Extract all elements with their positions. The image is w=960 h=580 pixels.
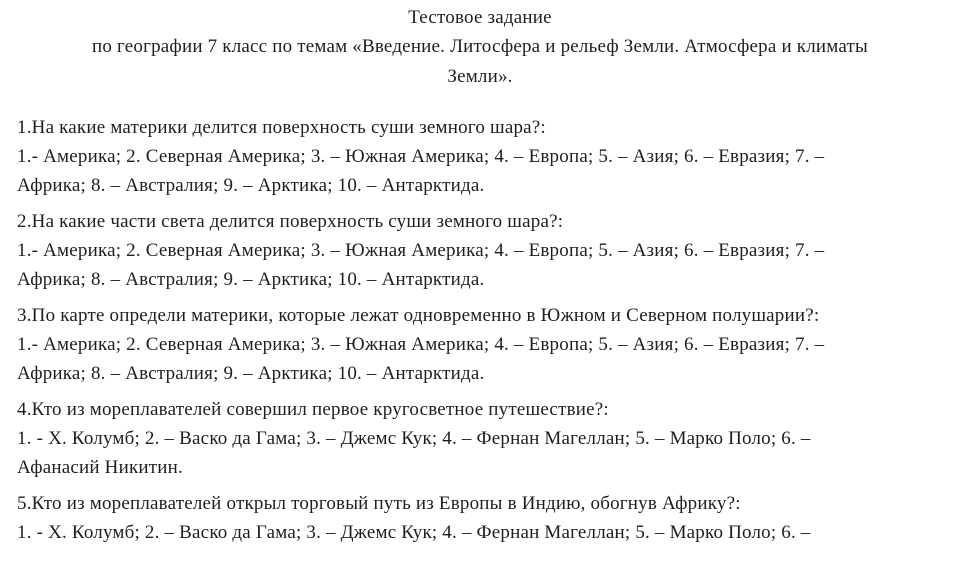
question-1-prompt: 1.На какие материки делится поверхность суши земного шара?: (17, 117, 546, 138)
question-5-prompt: 5.Кто из мореплавателей открыл торговый путь из Европы в Индию, обогнув Африку?: (17, 493, 741, 514)
heading-line-3: Земли». (447, 66, 513, 87)
question-1-options-line-2: Африка; 8. – Австралия; 9. – Арктика; 10. – Антарктида. (17, 175, 485, 196)
question-5 (17, 490, 947, 548)
question-4 (17, 396, 947, 483)
question-4-options-line-1: 1. - Х. Колумб; 2. – Васко да Гама; 3. – Джемс Кук; 4. – Фернан Магеллан; 5. – Марко Поло; 6. – (17, 428, 811, 449)
question-3-options-line-2: Африка; 8. – Австралия; 9. – Арктика; 10. – Антарктида. (17, 363, 485, 384)
question-2-options-line-2: Африка; 8. – Австралия; 9. – Арктика; 10. – Антарктида. (17, 269, 485, 290)
document-heading (0, 0, 960, 92)
question-3-prompt: 3.По карте определи материки, которые лежат одновременно в Южном и Северном полушарии?: (17, 305, 820, 326)
question-2-prompt: 2.На какие части света делится поверхность суши земного шара?: (17, 211, 564, 232)
question-1-options-line-1: 1.- Америка; 2. Северная Америка; 3. – Южная Америка; 4. – Европа; 5. – Азия; 6. – Евразия; 7. – (17, 146, 825, 167)
question-5-options-line-1: 1. - Х. Колумб; 2. – Васко да Гама; 3. – Джемс Кук; 4. – Фернан Магеллан; 5. – Марко Поло; 6. – (17, 522, 811, 543)
question-list (17, 114, 947, 555)
heading-line-2: по географии 7 класс по темам «Введение. Литосфера и рельеф Земли. Атмосфера и климаты (92, 36, 868, 57)
question-1 (17, 114, 947, 201)
question-2-options-line-1: 1.- Америка; 2. Северная Америка; 3. – Южная Америка; 4. – Европа; 5. – Азия; 6. – Евразия; 7. – (17, 240, 825, 261)
question-3 (17, 302, 947, 389)
heading-line-1: Тестовое задание (408, 7, 552, 28)
question-4-options-line-2: Афанасий Никитин. (17, 457, 183, 478)
question-4-prompt: 4.Кто из мореплавателей совершил первое кругосветное путешествие?: (17, 399, 609, 420)
question-2 (17, 208, 947, 295)
question-3-options-line-1: 1.- Америка; 2. Северная Америка; 3. – Южная Америка; 4. – Европа; 5. – Азия; 6. – Евразия; 7. – (17, 334, 825, 355)
